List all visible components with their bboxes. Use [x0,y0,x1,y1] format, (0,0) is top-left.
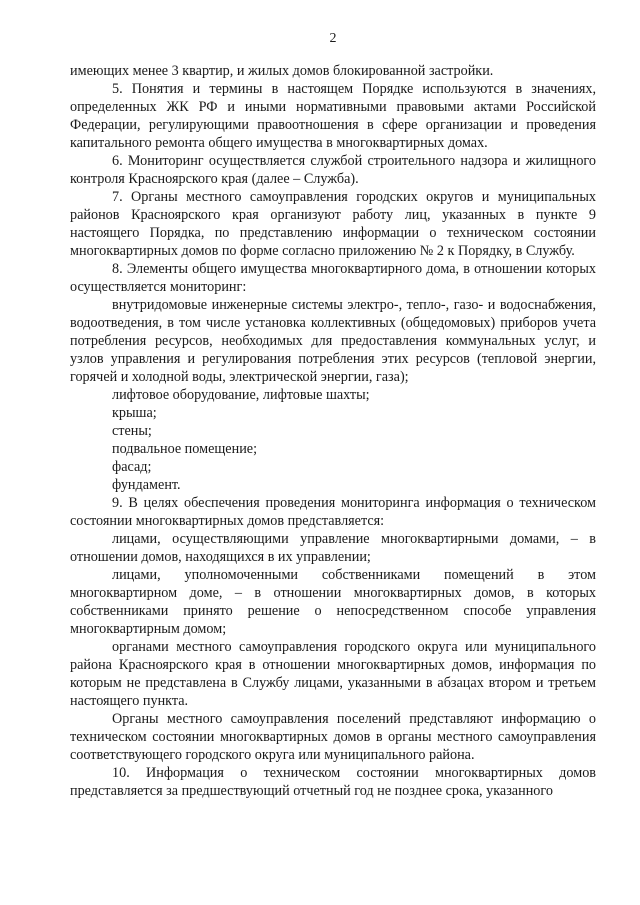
document-page [70,30,596,800]
list-item-managers: лицами, осуществляющими управление многоквартирными домами, – в отношении домов, находящихся в их управлении; [70,531,596,565]
list-item-engineering-systems: внутридомовые инженерные системы электро-, тепло-, газо- и водоснабжения, водоотведения, в том числе установка коллективных (общедомовых) приборов учета потребления ресурсов, необходимых для предоставления коммунальных услуг, и узлов управления и регулирования потребления этих ресурсов (тепловой энергии, горячей и холодной воды, электрической энергии, газа); [70,297,596,385]
list-item-foundation: фундамент. [112,477,181,493]
paragraph-settlements: Органы местного самоуправления поселений представляют информацию о техническом состоянии многоквартирных домов в органы местного самоуправления соответствующего городского округа или муниципального района. [70,711,596,763]
paragraph-continuation: имеющих менее 3 квартир, и жилых домов блокированной застройки. [70,63,494,79]
list-item-elevators: лифтовое оборудование, лифтовые шахты; [112,387,370,403]
list-item-basement: подвальное помещение; [112,441,258,457]
list-item-roof: крыша; [112,405,157,421]
list-item-local-authorities: органами местного самоуправления городского округа или муниципального района Красноярского края в отношении многоквартирных домов, информация по которым не представлена в Службу лицами, указанными в абзацах втором и третьем настоящего пункта. [70,639,596,709]
paragraph-5: 5. Понятия и термины в настоящем Порядке используются в значениях, определенных ЖК РФ и иными нормативными правовыми актами Российской Федерации, регулирующими правоотношения в сфере организации и проведения капитального ремонта общего имущества в многоквартирных домах. [70,81,596,151]
paragraph-9: 9. В целях обеспечения проведения мониторинга информация о техническом состоянии многоквартирных домов представляется: [70,495,596,529]
page-number: 2 [329,31,337,46]
list-item-walls: стены; [112,423,152,439]
list-item-facade: фасад; [112,459,152,475]
paragraph-8: 8. Элементы общего имущества многоквартирного дома, в отношении которых осуществляется мониторинг: [70,261,596,295]
list-item-authorized-persons: лицами, уполномоченными собственниками помещений в этом многоквартирном доме, – в отношении многоквартирных домов, в которых собственниками принято решение о непосредственном способе управления многоквартирным домом; [70,567,596,637]
paragraph-10: 10. Информация о техническом состоянии многоквартирных домов представляется за предшествующий отчетный год не позднее срока, указанного [70,765,596,799]
paragraph-7: 7. Органы местного самоуправления городских округов и муниципальных районов Красноярского края организуют работу лиц, указанных в пункте 9 настоящего Порядка, по представлению информации о техническом состоянии многоквартирных домов по форме согласно приложению № 2 к Порядку, в Службу. [70,189,596,259]
paragraph-6: 6. Мониторинг осуществляется службой строительного надзора и жилищного контроля Красноярского края (далее – Служба). [70,153,596,187]
